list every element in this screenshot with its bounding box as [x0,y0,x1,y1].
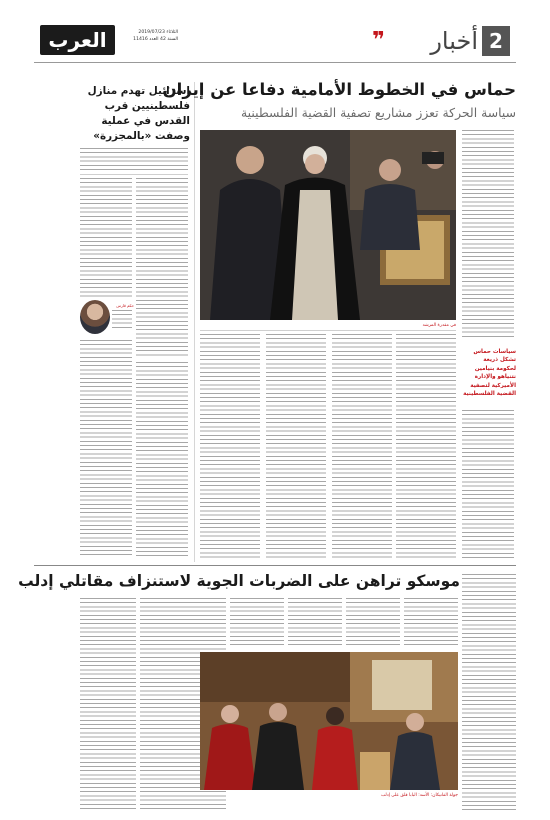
second-photo-scene [200,652,458,790]
side-body-column-4 [136,362,188,558]
second-body-column-4 [230,598,284,648]
second-photo [200,652,458,790]
lead-photo-caption: في مقدرة المرشد [422,323,456,328]
lead-body-right-column-2 [462,410,514,560]
lead-body-column-4 [200,334,260,560]
lead-body-right-column [462,130,514,340]
issue-line: السنة 42 العدد 11416 [133,37,178,42]
logo [40,25,115,55]
section-number-box [482,26,510,56]
second-body-column-1 [404,598,458,648]
story-divider [34,565,516,566]
header-rule [34,62,516,63]
logo-text: العرب [48,28,107,52]
lead-body-column-1 [396,334,456,560]
side-deck [80,148,188,170]
author-photo [80,300,110,334]
side-rule [80,174,188,175]
side-body-column-3 [80,340,132,558]
side-headline: إسرائيل تهدم منازل فلسطينيين قرب القدس في عملية وصفت «بالمجزرة» [87,85,190,142]
lead-photo-scene [200,130,456,320]
section-title: أخبار [430,27,478,55]
author-bio [112,310,132,328]
lead-body-column-2 [332,334,392,560]
side-body-column-1 [136,178,188,358]
lead-subheadline: سياسة الحركة تعزز مشاريع تصفية القضية الفلسطينية [240,105,516,120]
quote-mark-icon: ❞ [372,28,385,53]
second-headline: موسكو تراهن على الضربات الجوية لاستنزاف مقاتلي إدلب [18,572,460,590]
second-body-column-2 [346,598,400,648]
second-body-right-1 [462,574,516,810]
caption-rule [200,330,456,331]
lead-photo [200,130,456,320]
pull-quote: سياسات حماس تشكل ذريعة لحكومة بنيامين نتنياهو والإدارة الأميركية لتصفية القضية الفلسطينية [463,349,516,398]
date-line: الثلاثاء 2019/07/23 [138,30,178,35]
second-body-column-3 [288,598,342,648]
second-body-column-6 [80,598,136,810]
author-name: حكم قارس [116,303,134,308]
lead-headline: حماس في الخطوط الأمامية دفاعا عن إيران [162,80,516,99]
masthead-date [118,29,178,43]
side-divider [194,82,195,562]
lead-body-column-3 [266,334,326,560]
section-number: 2 [489,29,503,53]
side-body-column-2 [80,178,132,298]
second-photo-caption: جولة الفاتيكان: الأسد: البابا قلق على إدلب [381,793,458,798]
